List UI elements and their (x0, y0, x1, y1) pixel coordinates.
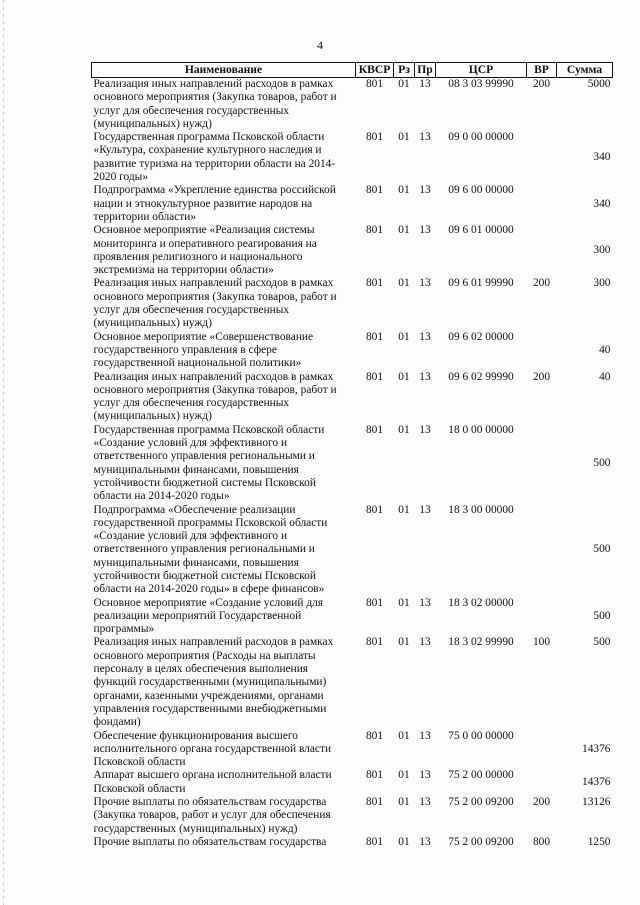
row-csr: 18 3 02 00000 (448, 596, 514, 609)
row-csr: 09 6 02 99990 (448, 370, 514, 383)
row-sum: 13126 (582, 796, 611, 809)
row-kvsr: 801 (365, 277, 384, 290)
table-row (92, 78, 613, 132)
row-pr: 13 (419, 277, 431, 290)
row-kvsr: 801 (365, 224, 384, 237)
scan-margin-line (3, 0, 4, 905)
row-pr: 13 (419, 596, 431, 609)
row-sum: 5000 (587, 78, 611, 90)
row-csr: 75 2 00 00000 (448, 769, 514, 782)
row-rz: 01 (398, 503, 410, 516)
row-pr: 13 (419, 636, 431, 649)
row-csr: 09 0 00 00000 (448, 131, 514, 144)
row-kvsr: 801 (365, 596, 384, 609)
row-sum: 500 (593, 636, 611, 649)
table-row (92, 224, 613, 277)
row-vr (527, 504, 557, 597)
row-sum: 500 (593, 456, 611, 469)
row-name: Основное мероприятие «Реализация системы мониторинга и оперативного реагирования на проявления религиозного и национального экстремизма на территории области» (93, 224, 317, 277)
row-name: Прочие выплаты по обязательствам государства (93, 835, 327, 848)
table-row (92, 504, 613, 597)
row-rz: 01 (398, 729, 410, 742)
row-vr (527, 597, 557, 637)
row-vr (527, 769, 557, 796)
row-csr: 75 2 00 09200 (448, 796, 514, 809)
row-sum: 14376 (582, 742, 611, 755)
row-vr: 800 (532, 835, 551, 848)
row-pr: 13 (419, 729, 431, 742)
row-csr: 18 3 00 00000 (448, 503, 514, 516)
header-kvsr: КВСР (356, 63, 394, 78)
table-row (92, 796, 613, 836)
table-body (92, 78, 613, 850)
row-kvsr: 801 (365, 184, 384, 197)
row-kvsr: 801 (365, 330, 384, 343)
header-pr: Пр (415, 63, 436, 78)
row-name: Реализация иных направлений расходов в рамках основного мероприятия (Закупка товаров, работ и услуг для обеспечения государственных (муниципальных) нужд) (93, 78, 337, 130)
row-sum: 500 (593, 609, 611, 622)
row-csr: 18 0 00 00000 (448, 423, 514, 436)
table-row (92, 277, 613, 330)
row-rz: 01 (398, 184, 410, 197)
row-kvsr: 801 (365, 423, 384, 436)
row-sum: 500 (593, 543, 611, 556)
row-rz: 01 (398, 224, 410, 237)
row-name: Реализация иных направлений расходов в рамках основного мероприятия (Закупка товаров, работ и услуг для обеспечения государственных (муниципальных) нужд) (93, 277, 337, 330)
row-name: Основное мероприятие «Совершенствование государственного управления в сфере государственной национальной политики» (93, 330, 314, 370)
row-kvsr: 801 (365, 769, 384, 782)
row-pr: 13 (419, 423, 431, 436)
row-name: Государственная программа Псковской области «Культура, сохранение культурного наследия и развитие туризма на территории области на 2014-2020 годы» (93, 131, 336, 184)
row-name: Прочие выплаты по обязательствам государства (Закупка товаров, работ и услуг для обеспечения государственных (муниципальных) нужд) (93, 796, 331, 835)
row-name: Государственная программа Псковской области «Создание условий для эффективного и ответственного управления региональными и муниципальными финансами, повышения устойчивости бюджетной системы Псковской области на 2014-2020 годы» (93, 423, 325, 503)
row-name: Обеспечение функционирования высшего исполнительного органа государственной власти Псковской области (93, 729, 332, 769)
table-row (92, 769, 613, 796)
row-sum: 40 (599, 343, 611, 356)
row-rz: 01 (398, 131, 410, 144)
table-row (92, 836, 613, 849)
row-pr: 13 (419, 769, 431, 782)
row-sum: 340 (593, 151, 611, 164)
budget-table (91, 62, 613, 849)
row-vr: 200 (532, 796, 551, 809)
row-kvsr: 801 (365, 370, 384, 383)
row-pr: 13 (419, 370, 431, 383)
row-rz: 01 (398, 78, 410, 90)
header-sum: Сумма (557, 63, 613, 78)
row-pr: 13 (419, 184, 431, 197)
row-name: Подпрограмма «Обеспечение реализации государственной программы Псковской области «Создание условий для эффективного и ответственного управления региональными и муниципальными финансами, повышения устойчивости бюджетной системы Псковской области на 2014-2020 годы» в сфере финансов» (93, 503, 328, 596)
row-sum: 300 (593, 244, 611, 257)
row-kvsr: 801 (365, 796, 384, 809)
table-row (92, 331, 613, 371)
row-pr: 13 (419, 503, 431, 516)
row-name: Подпрограмма «Укрепление единства российской нации и этнокультурное развитие народов на территории области» (93, 184, 336, 223)
row-sum: 40 (599, 370, 611, 383)
row-vr (527, 131, 557, 184)
row-csr: 09 6 01 99990 (448, 277, 514, 290)
row-csr: 18 3 02 99990 (448, 636, 514, 649)
row-kvsr: 801 (365, 503, 384, 516)
row-vr (527, 224, 557, 277)
table-row (92, 636, 613, 729)
row-sum: 1250 (587, 835, 611, 848)
header-name: Наименование (92, 63, 356, 78)
row-kvsr: 801 (365, 131, 384, 144)
row-sum: 300 (593, 277, 611, 290)
row-csr: 75 0 00 00000 (448, 729, 514, 742)
row-csr: 09 6 02 00000 (448, 330, 514, 343)
row-vr (527, 184, 557, 224)
row-pr: 13 (419, 224, 431, 237)
row-rz: 01 (398, 769, 410, 782)
row-rz: 01 (398, 636, 410, 649)
row-vr (527, 331, 557, 371)
row-rz: 01 (398, 796, 410, 809)
header-rz: Рз (394, 63, 415, 78)
row-csr: 09 6 00 00000 (448, 184, 514, 197)
row-sum: 340 (593, 197, 611, 210)
table-row (92, 424, 613, 504)
row-vr: 200 (532, 78, 551, 90)
row-vr: 200 (532, 277, 551, 290)
row-kvsr: 801 (365, 835, 384, 848)
table-row (92, 131, 613, 184)
row-rz: 01 (398, 370, 410, 383)
row-name: Аппарат высшего органа исполнительной власти Псковской области (93, 769, 332, 795)
table-row (92, 184, 613, 224)
header-csr: ЦСР (436, 63, 527, 78)
row-csr: 08 3 03 99990 (448, 78, 514, 90)
row-vr (527, 730, 557, 770)
row-pr: 13 (419, 330, 431, 343)
row-name: Основное мероприятие «Создание условий для реализации мероприятий Государственной программы» (93, 596, 324, 636)
row-rz: 01 (398, 277, 410, 290)
row-sum: 14376 (582, 776, 611, 789)
row-rz: 01 (398, 596, 410, 609)
row-rz: 01 (398, 423, 410, 436)
table-row (92, 597, 613, 637)
row-pr: 13 (419, 131, 431, 144)
row-csr: 09 6 01 00000 (448, 224, 514, 237)
header-vr: ВР (527, 63, 557, 78)
row-pr: 13 (419, 835, 431, 848)
table-header-row (92, 63, 613, 78)
table-row (92, 730, 613, 770)
row-kvsr: 801 (365, 636, 384, 649)
row-kvsr: 801 (365, 78, 384, 90)
row-rz: 01 (398, 330, 410, 343)
row-name: Реализация иных направлений расходов в рамках основного мероприятия (Расходы на выплаты персоналу в целях обеспечения выполнения функций государственными (муниципальными) органами, казенными учреждениями, органами управления государственными внебюджетными фондами) (93, 636, 334, 729)
row-pr: 13 (419, 796, 431, 809)
row-pr: 13 (419, 78, 431, 90)
row-rz: 01 (398, 835, 410, 848)
row-kvsr: 801 (365, 729, 384, 742)
page-number: 4 (317, 38, 323, 52)
table-row (92, 371, 613, 424)
row-vr: 100 (532, 636, 551, 649)
row-csr: 75 2 00 09200 (448, 835, 514, 848)
row-vr: 200 (532, 370, 551, 383)
row-name: Реализация иных направлений расходов в рамках основного мероприятия (Закупка товаров, работ и услуг для обеспечения государственных (муниципальных) нужд) (93, 370, 337, 423)
row-vr (527, 424, 557, 504)
